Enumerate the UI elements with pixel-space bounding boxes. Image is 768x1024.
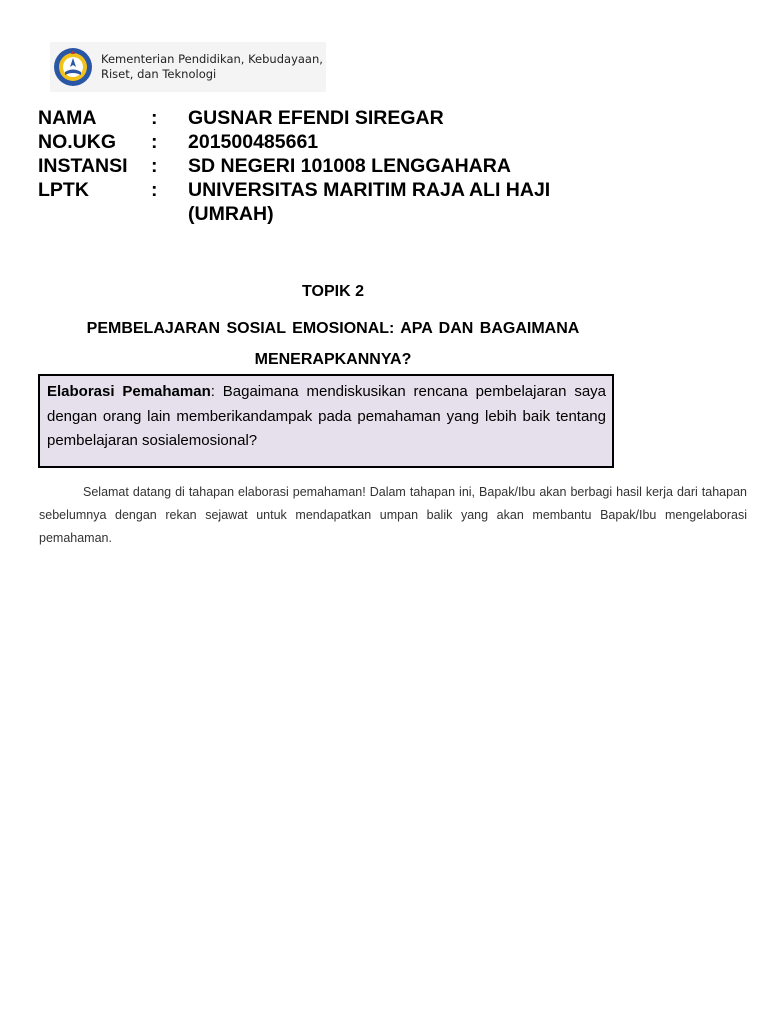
topic-label: TOPIK 2	[302, 283, 364, 300]
ministry-name-line2: Riset, dan Teknologi	[101, 67, 217, 81]
identity-value-instansi: SD NEGERI 101008 LENGGAHARA	[188, 155, 511, 177]
identity-row-no-ukg	[38, 130, 598, 154]
tut-wuri-handayani-emblem-icon	[53, 47, 93, 87]
topic-title: PEMBELAJARAN SOSIAL EMOSIONAL: APA DAN BAGAIMANA MENERAPKANNYA?	[86, 320, 580, 368]
elaborasi-question: : Bagaimana mendiskusikan rencana pembelajaran saya dengan orang lain memberikandampak pada pemahaman yang lebih baik tentang pembelajaran sosialemosional?	[47, 383, 606, 449]
identity-value-lptk: UNIVERSITAS MARITIM RAJA ALI HAJI (UMRAH)	[188, 179, 551, 225]
identity-colon: :	[151, 179, 158, 201]
identity-colon: :	[151, 107, 158, 129]
intro-paragraph: Selamat datang di tahapan elaborasi pemahaman! Dalam tahapan ini, Bapak/Ibu akan berbagi hasil kerja dari tahapan sebelumnya dengan rekan sejawat untuk mendapatkan umpan balik yang akan membantu Bapak/Ibu mengelaborasi pemahaman.	[39, 485, 747, 545]
elaborasi-box	[38, 374, 614, 468]
identity-value-name: GUSNAR EFENDI SIREGAR	[188, 107, 444, 129]
identity-colon: :	[151, 131, 158, 153]
identity-row-instansi	[38, 154, 598, 178]
identity-value-no-ukg: 201500485661	[188, 131, 319, 153]
elaborasi-heading: Elaborasi Pemahaman	[47, 383, 211, 400]
identity-row-lptk	[38, 178, 598, 226]
ministry-name-line1: Kementerian Pendidikan, Kebudayaan,	[101, 52, 323, 66]
identity-row-nama	[38, 106, 598, 130]
ministry-name	[101, 52, 323, 82]
identity-block	[38, 106, 598, 226]
identity-label: NAMA	[38, 107, 97, 129]
identity-label: NO.UKG	[38, 131, 116, 153]
identity-label: LPTK	[38, 179, 89, 201]
identity-label: INSTANSI	[38, 155, 128, 177]
identity-colon: :	[151, 155, 158, 177]
ministry-logo	[50, 42, 326, 92]
